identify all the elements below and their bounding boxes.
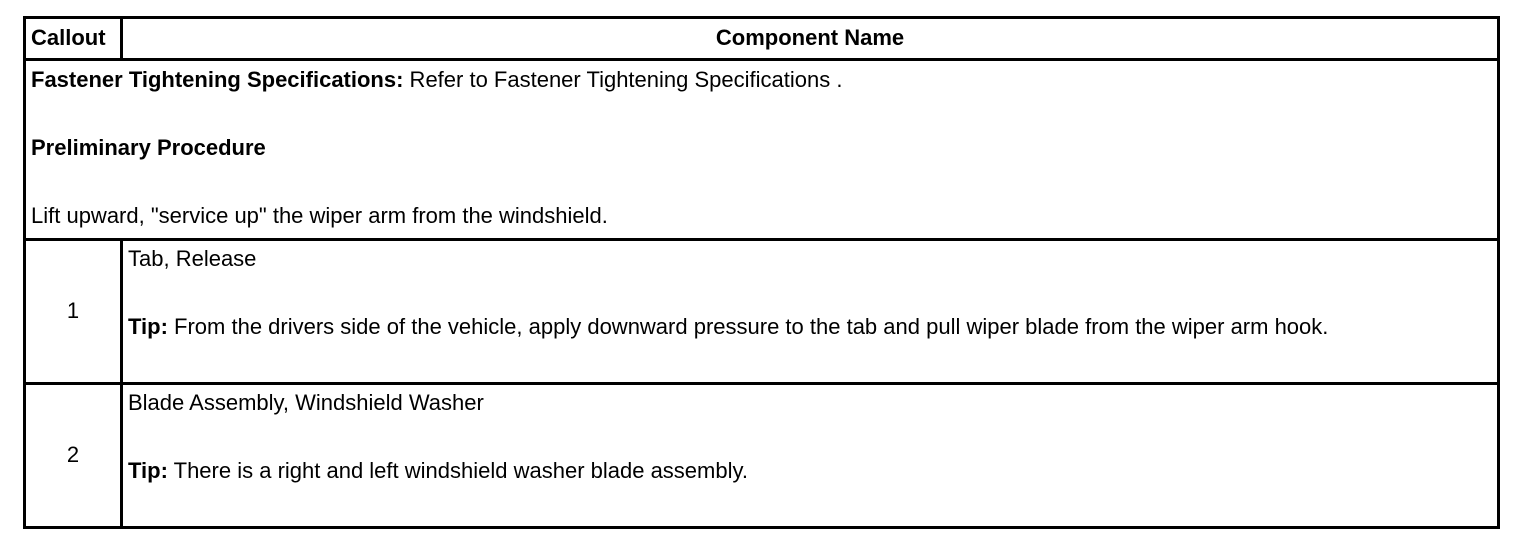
- component-tip: [128, 314, 1491, 348]
- header-row: [25, 18, 1499, 60]
- preliminary-procedure-title: Preliminary Procedure: [31, 135, 266, 160]
- table-row: [25, 384, 1499, 528]
- callout-header: Callout: [25, 18, 122, 60]
- preliminary-cell: [25, 60, 1499, 240]
- component-name: Blade Assembly, Windshield Washer: [128, 390, 484, 415]
- tip-text: From the drivers side of the vehicle, apply downward pressure to the tab and pull wiper blade from the wiper arm hook.: [167, 314, 1329, 339]
- preliminary-row: [25, 60, 1499, 240]
- callout-number: 2: [25, 384, 122, 528]
- component-cell: [122, 384, 1499, 528]
- component-cell: [122, 240, 1499, 384]
- fastener-spec-label: Fastener Tightening Specifications:: [31, 67, 404, 92]
- tip-label: Tip:: [128, 314, 168, 339]
- callout-number: 1: [25, 240, 122, 384]
- component-table: [23, 16, 1500, 529]
- tip-label: Tip:: [128, 458, 168, 483]
- component-tip: [128, 458, 1491, 492]
- fastener-spec-line: [31, 67, 1491, 101]
- component-name: Tab, Release: [128, 246, 257, 271]
- preliminary-procedure-text: Lift upward, "service up" the wiper arm from the windshield.: [31, 203, 608, 228]
- component-name-header: Component Name: [122, 18, 1499, 60]
- fastener-spec-text: Refer to Fastener Tightening Specifications .: [403, 67, 843, 92]
- table-row: [25, 240, 1499, 384]
- tip-text: There is a right and left windshield washer blade assembly.: [167, 458, 748, 483]
